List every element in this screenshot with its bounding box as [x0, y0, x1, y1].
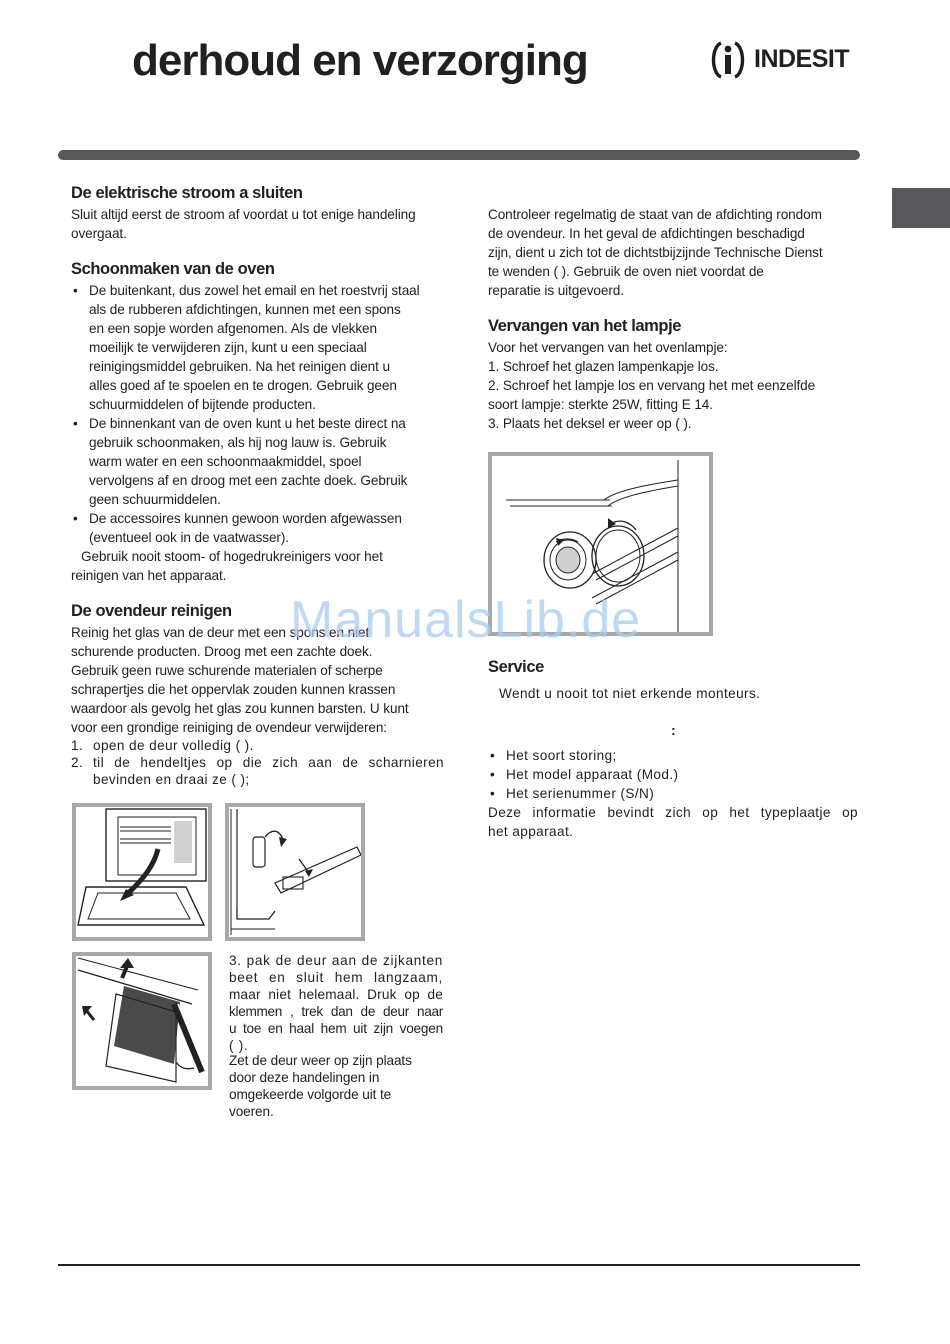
watermark: ManualsLib.de — [290, 591, 642, 649]
figure-door-open — [72, 803, 212, 941]
door-steps — [71, 737, 444, 788]
service-item: • Het soort storing; — [490, 748, 617, 763]
door-text: Reinig het glas van de deur met een spons en niet schurende producten. Droog met een zachte doek. Gebruik geen ruwe schurende materialen of scherpe schrapertjes die het oppervlak zouden kunnen krassen waardoor als gevolg het glas zou kunnen barsten. U kunt voor een grondige reiniging de ovendeur verwijderen: — [71, 625, 409, 735]
service-colon: : — [671, 722, 676, 738]
door-removal-illustration — [76, 956, 208, 1086]
bullet-marker: • — [490, 748, 496, 763]
bullet-marker: • — [73, 416, 78, 431]
indesit-logo-icon — [708, 38, 748, 82]
cleaning-bullet-accessories: • De accessoires kunnen gewoon worden afgewassen (eventueel ook in de vaatwasser). — [73, 511, 402, 545]
cleaning-bullet-interior: • De binnenkant van de oven kunt u het beste direct na gebruik schoonmaken, als hij nog lauw is. Gebruik warm water en een schoonmaakmiddel, spoel vervolgens af en droog met een zachte doek. Gebruik geen schuurmiddelen. — [73, 416, 408, 507]
brand-logo — [708, 38, 862, 82]
figure-hinge-lever — [225, 803, 365, 941]
hinge-lever-illustration — [229, 807, 361, 937]
door-step-2: 2. til de hendeltjes op die zich aan de scharnieren bevinden en draai ze ( ); — [71, 755, 444, 787]
page-title: derhoud en verzorging — [132, 36, 588, 85]
heading-lamp: Vervangen van het lampje — [488, 317, 682, 335]
heading-door: De ovendeur reinigen — [71, 602, 232, 620]
header-rule — [58, 150, 860, 160]
seal-text: Controleer regelmatig de staat van de afdichting rondom de ovendeur. In het geval de afdichtingen beschadigd zijn, dient u zich tot de dichtstbijzijnde Technische Dienst te wenden ( ). Gebruik de oven niet voordat de reparatie is uitgevoerd. — [488, 207, 823, 298]
door-step-1: 1. open de deur volledig ( ). — [71, 738, 254, 753]
heading-power: De elektrische stroom a sluiten — [71, 184, 303, 202]
bullet-marker: • — [490, 767, 496, 782]
cleaning-text — [71, 281, 449, 585]
bullet-marker: • — [73, 283, 78, 298]
cleaning-bullet-exterior: • De buitenkant, dus zowel het email en het roestvrij staal als de rubberen afdichtingen, kunnen met een spons en een sopje worden afgenomen. Als de vlekken moeilijk te verwijderen zijn, kunt u een speciaal reinigingsmiddel gebruiken. Na het reinigen dient u alles goed af te spoelen en te drogen. Gebruik geen schuurmiddelen of bijtende producten. — [73, 283, 420, 412]
door-reassemble: Zet de deur weer op zijn plaats door deze handelingen in omgekeerde volgorde uit te voeren. — [229, 1053, 412, 1119]
bullet-marker: • — [490, 786, 496, 801]
power-text: Sluit altijd eerst de stroom af voordat u tot enige handeling overgaat. — [71, 207, 416, 241]
oven-door-open-illustration — [76, 807, 208, 937]
footer-rule — [58, 1264, 860, 1266]
service-intro: Wendt u nooit tot niet erkende monteurs. — [499, 686, 761, 701]
figure-door-removal — [72, 952, 212, 1090]
service-list: • Het soort storing; • Het model apparaat (Mod.) • Het serienummer (S/N) Deze informatie bevindt zich op het typeplaatje op het apparaat. — [488, 748, 858, 839]
door-step-3: 3. pak de deur aan de zijkanten beet en sluit hem langzaam, maar niet helemaal. Druk op de klemmen , trek dan de deur naar u toe en haal hem uit zijn voegen ( ). — [229, 953, 443, 1053]
brand-name: INDESIT — [754, 45, 850, 73]
heading-cleaning: Schoonmaken van de oven — [71, 260, 275, 278]
cleaning-note: Gebruik nooit stoom- of hogedrukreinigers voor het reinigen van het apparaat. — [71, 549, 383, 583]
service-item: • Het serienummer (S/N) — [490, 786, 655, 801]
lamp-text: Voor het vervangen van het ovenlampje: 1. Schroef het glazen lampenkapje los. 2. Schroef het lampje los en vervang het met eenzelfde soort lampje: sterkte 25W, fitting E 14. 3. Plaats het deksel er weer op ( ). — [488, 340, 816, 431]
heading-service: Service — [488, 658, 544, 676]
bullet-marker: • — [73, 511, 78, 526]
service-item: • Het model apparaat (Mod.) — [490, 767, 679, 782]
language-tab-marker — [892, 188, 950, 228]
